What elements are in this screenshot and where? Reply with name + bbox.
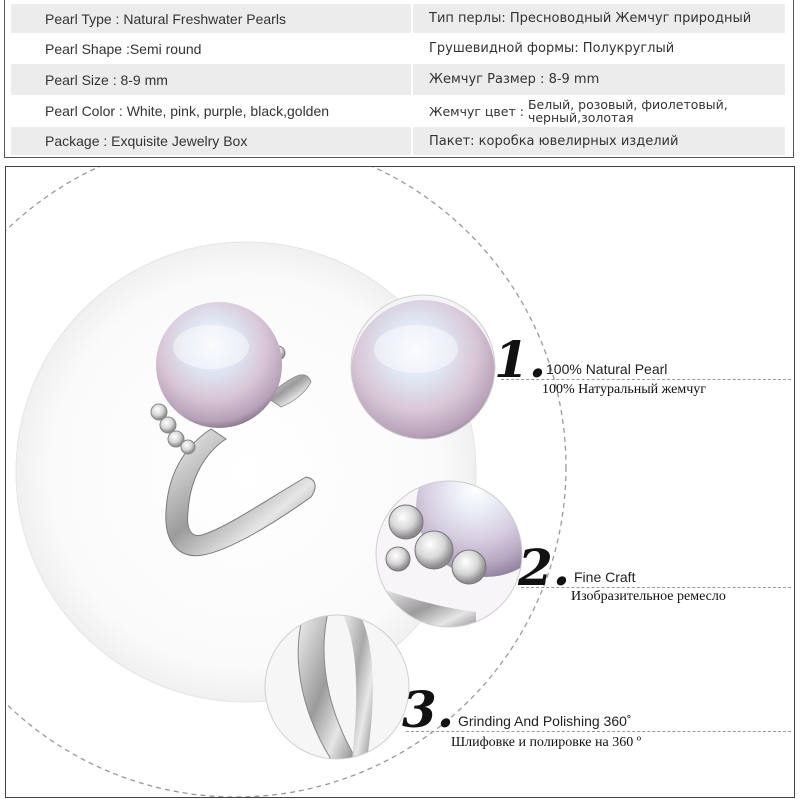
spec-row-color	[11, 96, 785, 126]
spec-row-package	[11, 127, 785, 155]
spec-size-ru: Жемчуг Размер : 8-9 mm	[411, 64, 785, 95]
spec-package-ru: Пакет: коробка ювелирных изделий	[411, 127, 785, 155]
feature-2-number: 2.	[518, 538, 571, 597]
spec-table	[4, 0, 794, 158]
spec-shape-ru: Грушевидной формы: Полукруглый	[411, 34, 785, 63]
feature-3-title-ru: Шлифовке и полировке на 360 º	[451, 735, 642, 750]
spec-package-en: Package : Exquisite Jewelry Box	[11, 127, 411, 155]
spec-color-ru-label: Жемчуг цвет :	[429, 103, 524, 119]
spec-size-en: Pearl Size : 8-9 mm	[11, 64, 411, 95]
spec-row-type	[11, 4, 785, 33]
spec-row-shape	[11, 34, 785, 63]
spec-color-ru-values	[528, 98, 728, 124]
feature-2-divider	[521, 587, 791, 588]
feature-1-title-en: 100% Natural Pearl	[546, 361, 668, 377]
spec-color-ru-line1: Белый, розовый, фиолетовый,	[527, 97, 728, 112]
spec-row-size	[11, 64, 785, 95]
feature-3-number: 3.	[402, 680, 455, 739]
feature-2-title-en: Fine Craft	[574, 569, 636, 585]
spec-color-ru	[411, 96, 785, 126]
feature-1-number: 1.	[494, 330, 547, 389]
spec-type-ru: Тип перлы: Пресноводный Жемчуг природный	[411, 4, 785, 33]
feature-2-title-ru: Изобразительное ремесло	[571, 589, 726, 604]
feature-1-divider	[501, 379, 791, 380]
spec-type-en: Pearl Type : Natural Freshwater Pearls	[11, 4, 411, 33]
feature-3-divider	[406, 731, 791, 732]
spec-color-en: Pearl Color : White, pink, purple, black,golden	[45, 103, 330, 119]
feature-panel	[5, 166, 795, 798]
feature-1-title-ru: 100% Натуральный жемчуг	[542, 382, 707, 397]
spec-shape-en: Pearl Shape :Semi round	[45, 40, 202, 57]
spec-color-ru-line2: черный,золотая	[527, 110, 634, 125]
feature-3-title-en: Grinding And Polishing 360˚	[458, 713, 632, 729]
feature-illustration	[6, 167, 795, 798]
